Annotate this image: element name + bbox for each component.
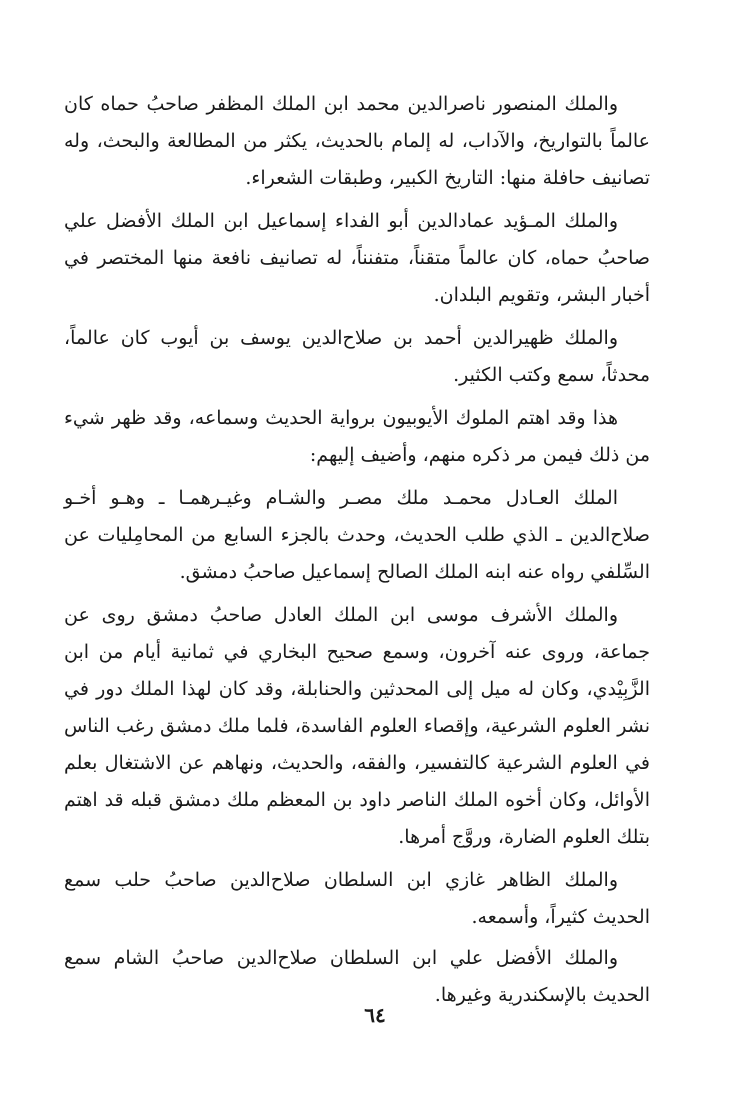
- paragraph-al-mansur: والملك المنصور ناصرالدين محمد ابن الملك المظفر صاحبُ حماه كان عالماً بالتواريخ، والآداب، له إلمام بالحديث، يكثر من المطالعة والبحث، وله تصانيف حافلة منها: التاريخ الكبير، وطبقات الشعراء.: [64, 93, 650, 189]
- paragraph-al-afdal-ali: والملك الأفضل علي ابن السلطان صلاح‌الدين صاحبُ الشام سمع الحديث بالإسكندرية وغيرها.: [64, 947, 650, 1006]
- paragraph-al-zahir-ghazi: والملك الظاهر غازي ابن السلطان صلاح‌الدين صاحبُ حلب سمع الحديث كثيراً، وأسمعه.: [64, 869, 650, 928]
- page-number: ٦٤: [364, 1003, 386, 1027]
- body-text: [64, 86, 650, 1018]
- paragraph-al-muayyad: والملك المـؤيد عمادالدين أبو الفداء إسماعيل ابن الملك الأفضل علي صاحبُ حماه، كان عالماً متقناً، متفنناً، له تصانيف نافعة منها المختصر في أخبار البشر، وتقويم البلدان.: [64, 210, 650, 306]
- paragraph-zahir-al-din: والملك ظهيرالدين أحمد بن صلاح‌الدين يوسف بن أيوب كان عالماً، محدثاً، سمع وكتب الكثير.: [64, 327, 650, 386]
- paragraph-al-ashraf: والملك الأشرف موسى ابن الملك العادل صاحبُ دمشق روى عن جماعة، وروى عنه آخرون، وسمع صحيح البخاري في ثمانية أيام من ابن الزَّبِيْدي، وكان له ميل إلى المحدثين والحنابلة، وقد كان لهذا الملك دور في نشر العلوم الشرعية، وإقصاء العلوم الفاسدة، فلما ملك دمشق رغب الناس في العلوم الشرعية كالتفسير، والفقه، والحديث، ونهاهم عن الاشتغال بعلم الأوائل، وكان أخوه الملك الناصر داود بن المعظم ملك دمشق قبله قد اهتم بتلك العلوم الضارة، وروَّج أمرها.: [64, 604, 650, 848]
- paragraph-ayyubid-hadith: هذا وقد اهتم الملوك الأيوبيون برواية الحديث وسماعه، وقد ظهر شيء من ذلك فيمن مر ذكره منهم، وأضيف إليهم:: [64, 407, 650, 466]
- paragraph-al-adil: الملك العـادل محمـد ملك مصـر والشـام وغيـرهمـا ـ وهـو أخـو صلاح‌الدين ـ الذي طلب الحديث، وحدث بالجزء السابع من المحامِليات عن السِّلفي رواه عنه ابنه الملك الصالح إسماعيل صاحبُ دمشق.: [64, 487, 650, 583]
